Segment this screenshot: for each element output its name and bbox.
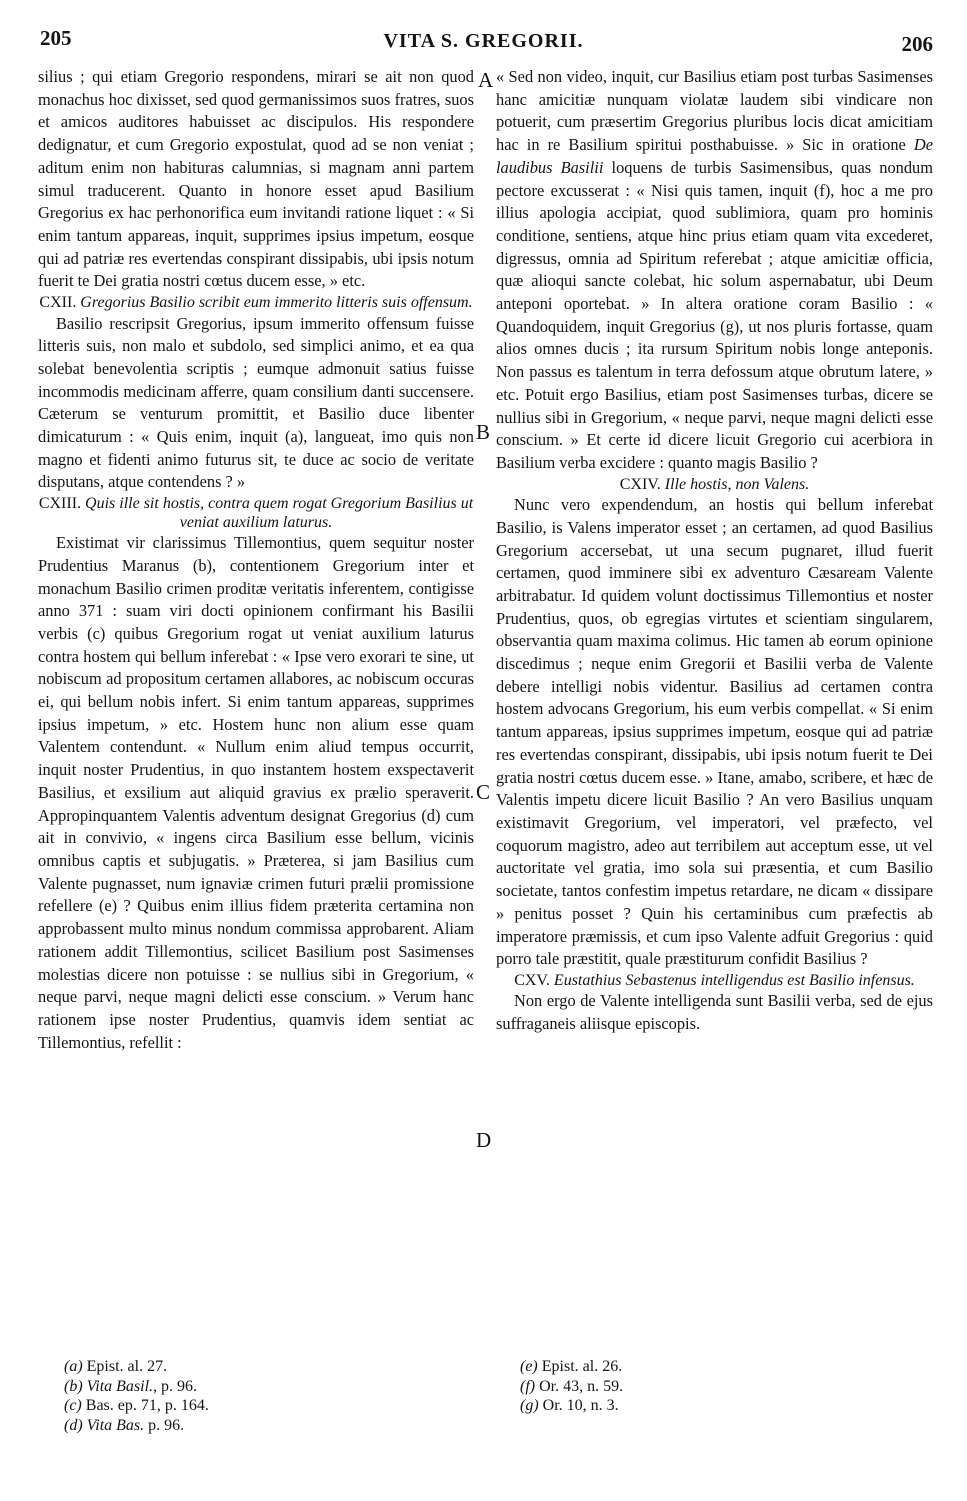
section-number: CXIV.: [619, 475, 661, 493]
footnote-text: Or. 10, n. 3.: [542, 1397, 619, 1414]
footnote-text: Bas. ep. 71, p. 164.: [85, 1397, 209, 1414]
right-column: [496, 66, 933, 1036]
footnote: [64, 1396, 209, 1416]
footnote-title: Vita Basil.: [86, 1377, 154, 1395]
section-heading-cxv: [496, 972, 933, 991]
margin-letter-d: D: [476, 1128, 492, 1152]
text-run: « Sed non video, inquit, cur Basilius etiam post turbas Sasimenses hanc amicitiæ nunquam violatæ laudem sibi vindicare non potuerit, cum præsertim Gregorius pluribus locis dicat amicitiam hac in re Basilium spiritui posthabuisse. » Sic in oratione: [496, 67, 933, 155]
text-run: loquens de turbis Sasimensibus, quas nondum pectore excusserat : « Nisi quis tamen, inquit (f), hoc a me pro illius apologia accipiat, quod sublimiora, quam pro hominis conditione, sentiens, atque hinc prius etiam quam vita excederet, digressus, omnia ad Spiritum referebat ; atque amicitiæ officia, quæ alioqui sancte colebat, hic solum aspernabatur, ubi Deum anteponi oportebat. » In altera oratione coram Basilio : « Quandoquidem, inquit Gregorius (g), ut nos pluris fortasse, quam alios omnes ducis ; ita rursum Spiritum nobis longe anteponis. Non passus es talentum in terra defossum atque obrutum latere, » etc. Potuit ergo Basilius, etiam post Sasimenses turbas, dicere se nullius sibi in Gregorium, « neque parvi, neque magni delicti esse conscium. » Et certe id dicere licuit Gregorio cui acerbiora in Basilium verba excidere : quanto magis Basilio ?: [496, 157, 933, 472]
section-title: Eustathius Sebastenus intelligendus est Basilio infensus.: [553, 971, 915, 989]
footnote-text: Or. 43, n. 59.: [539, 1377, 624, 1395]
footnote-key: (g): [520, 1397, 539, 1414]
footnote-key: (e): [520, 1358, 538, 1375]
section-title: Gregorius Basilio scribit eum immerito litteris suis offensum.: [80, 294, 473, 312]
footnotes-right: [520, 1357, 623, 1416]
section-number: CXII.: [39, 294, 77, 312]
section-heading-cxii: [38, 294, 474, 313]
paragraph: silius ; qui etiam Gregorio respondens, mirari se ait non quod monachus hoc dixisset, sed quod germanissimos suos fratres, suos et amicos auditores habuisset ac discipulos. His respondere dedignatur, et cum Gregorio expostulat, quod ad se non veniat ; aditum enim non habituras calumnias, si magnam anni partem simul traducerent. Quanto in honore esset apud Basilium Gregorius ex hac perhonorifica eum invitandi ratione liquet : « Si enim tantum appareas, inquit, supprimes ipsius impetum, eosque qui ad patriæ res evertendas conspirant dissipabis, ubi ipsis notum fuerit te Dei gratia nostri cœtus ducem esse, » etc.: [38, 67, 474, 291]
margin-letter-c: C: [476, 780, 491, 804]
footnote: [64, 1377, 209, 1397]
section-title: Ille hostis, non Valens.: [664, 475, 810, 493]
footnote: [520, 1396, 623, 1416]
page-number-left: 205: [40, 26, 72, 50]
footnote: [64, 1416, 209, 1436]
paragraph: Nunc vero expendendum, an hostis qui bellum inferebat Basilio, is Valens imperator esset ; an certamen, ad quod Basilius Gregorium accersebat, ut una secum pugnaret, illud fuerit certamen, quod imminere sibi ex adventuro Cæsaream Valente arbitrabatur. Id quidem volunt doctissimus Tillemontius et noster Prudentius, quos, ob egregias virtutes et scientiam singularem, observantia quam maxima colimus. Hic tamen ab eorum opinione discedimus ; neque enim Gregorii et Basilii verba de Valente debere intelligi nobis videntur. Basilius ad certamen contra hostem advocans Gregorium, his eum verbis compellat. « Si enim tantum appareas, ipsius supprimes impetum, eosque qui ad patriæ res evertendas conspirant, dissipabis, ubi ipsis notum fuerit te Dei gratia nostri cœtus ducem esse. » Itane, amabo, scribere, et hæc de Valentis impetu dicere licuit Basilio ? An vero Basilius unquam existimavit Gregorium, vel imperatori, vel præfecto, vel coquorum magistro, adeo aut terribilem aut acceptum esse, ut vel auctoritate vel gratia, imo sola sui præsentia, et cum Basilio societate, tantos confestim impetus retardare, ne dicam « dissipare » penitus posset ? Quin his certaminibus cum præfectis ab imperatore præmissis, et cum ipso Valente adfuit Gregorius : quid porro tale præstitit, quale præstiturum confidit Basilius ?: [496, 495, 933, 969]
left-column: [38, 66, 474, 1054]
section-title: Quis ille sit hostis, contra quem rogat Gregorium Basilius ut veniat auxilium laturus.: [85, 495, 474, 531]
footnote: [520, 1377, 623, 1397]
footnote-text: Epist. al. 27.: [86, 1358, 168, 1375]
page-number-right: 206: [901, 32, 933, 56]
footnote: [520, 1357, 623, 1377]
section-number: CXIII.: [38, 495, 82, 513]
footnote-text: , p. 96.: [153, 1377, 198, 1395]
footnote-text: Epist. al. 26.: [541, 1358, 623, 1375]
footnote-key: (b): [64, 1377, 83, 1395]
paragraph: Basilio rescripsit Gregorius, ipsum immerito offensum fuisse litteris suis, non malo et subdolo, sed simplici animo, et ea qua solebat benevolentia scriptis ; eumque admonuit satius fuisse incommodis medicinam afferre, quam consilium danti succensere. Cæterum se venturum promittit, et Basilio duce libenter dimicaturum : « Quis enim, inquit (a), langueat, imo quis non magno et fidenti animo futurus sit, te duce ac socio de veritate disputans, atque contendens ? »: [38, 313, 474, 492]
margin-letter-a: A: [478, 68, 494, 92]
section-heading-cxiii: [38, 495, 474, 532]
paragraph: Existimat vir clarissimus Tillemontius, quem sequitur noster Prudentius Maranus (b), contentionem Gregorium inter et monachum Basilio crimen proditæ veritatis inferentem, contigisse anno 371 : suam viri docti opinionem confirmant his Basilii verbis (c) quibus Gregorium rogat ut veniat auxilium laturus contra hostem qui bellum inferebat : « Ipse vero exorari te sine, ut nobiscum ad propositum certamen allabores, ac nobiscum occuras ei, qui bellum nobis infert. Si enim tantum appareas, supprimes ipsius impetum, » etc. Hostem hunc non alium esse quam Valentem contendunt. « Nullum enim aliud tempus occurrit, inquit noster Prudentius, in quo instantem hostem exspectaverit Basilius, et exsilium aut aliquid gravius ex prælio speraverit. Appropinquantem Valentis adventum designat Gregorius (d) cum ait in convivio, « ingens circa Basilium esse bellum, vicinis omnibus captis et subjugatis. » Præterea, si jam Basilius cum Valente pugnasset, num ignaviæ crimen futuri prælii promissione refellere (e) ? Quibus enim illius fidem præterita certamina non approbassent multo minus nondum commissa approbarent. Aliam rationem addit Tillemontius, scilicet Basilium post Sasimenses molestias dicere non potuisse : se nullius sibi in Gregorium, « neque parvi, neque magni delicti esse conscium. » Verum hanc rationem ipse noster Prudentius, quamvis idem sentiat ac Tillemontius, refellit :: [38, 533, 474, 1052]
margin-letter-b: B: [476, 420, 491, 444]
footnote-key: (f): [520, 1377, 536, 1395]
paragraph: [496, 66, 933, 475]
footnote-key: (c): [64, 1397, 82, 1414]
section-heading-cxiv: [496, 476, 933, 495]
running-title: VITA S. GREGORII.: [383, 30, 584, 52]
section-number: CXV.: [514, 971, 550, 989]
footnote-text: p. 96.: [144, 1416, 185, 1434]
footnotes-left: [64, 1357, 209, 1435]
footnote-title: Vita Bas.: [86, 1416, 145, 1434]
footnote-key: (d): [64, 1416, 83, 1434]
work-title: De laudibus Basilii: [496, 135, 933, 177]
footnote-key: (a): [64, 1358, 83, 1375]
paragraph: Non ergo de Valente intelligenda sunt Basilii verba, sed de ejus suffraganeis aliisque episcopis.: [496, 991, 933, 1034]
footnote: [64, 1357, 209, 1377]
